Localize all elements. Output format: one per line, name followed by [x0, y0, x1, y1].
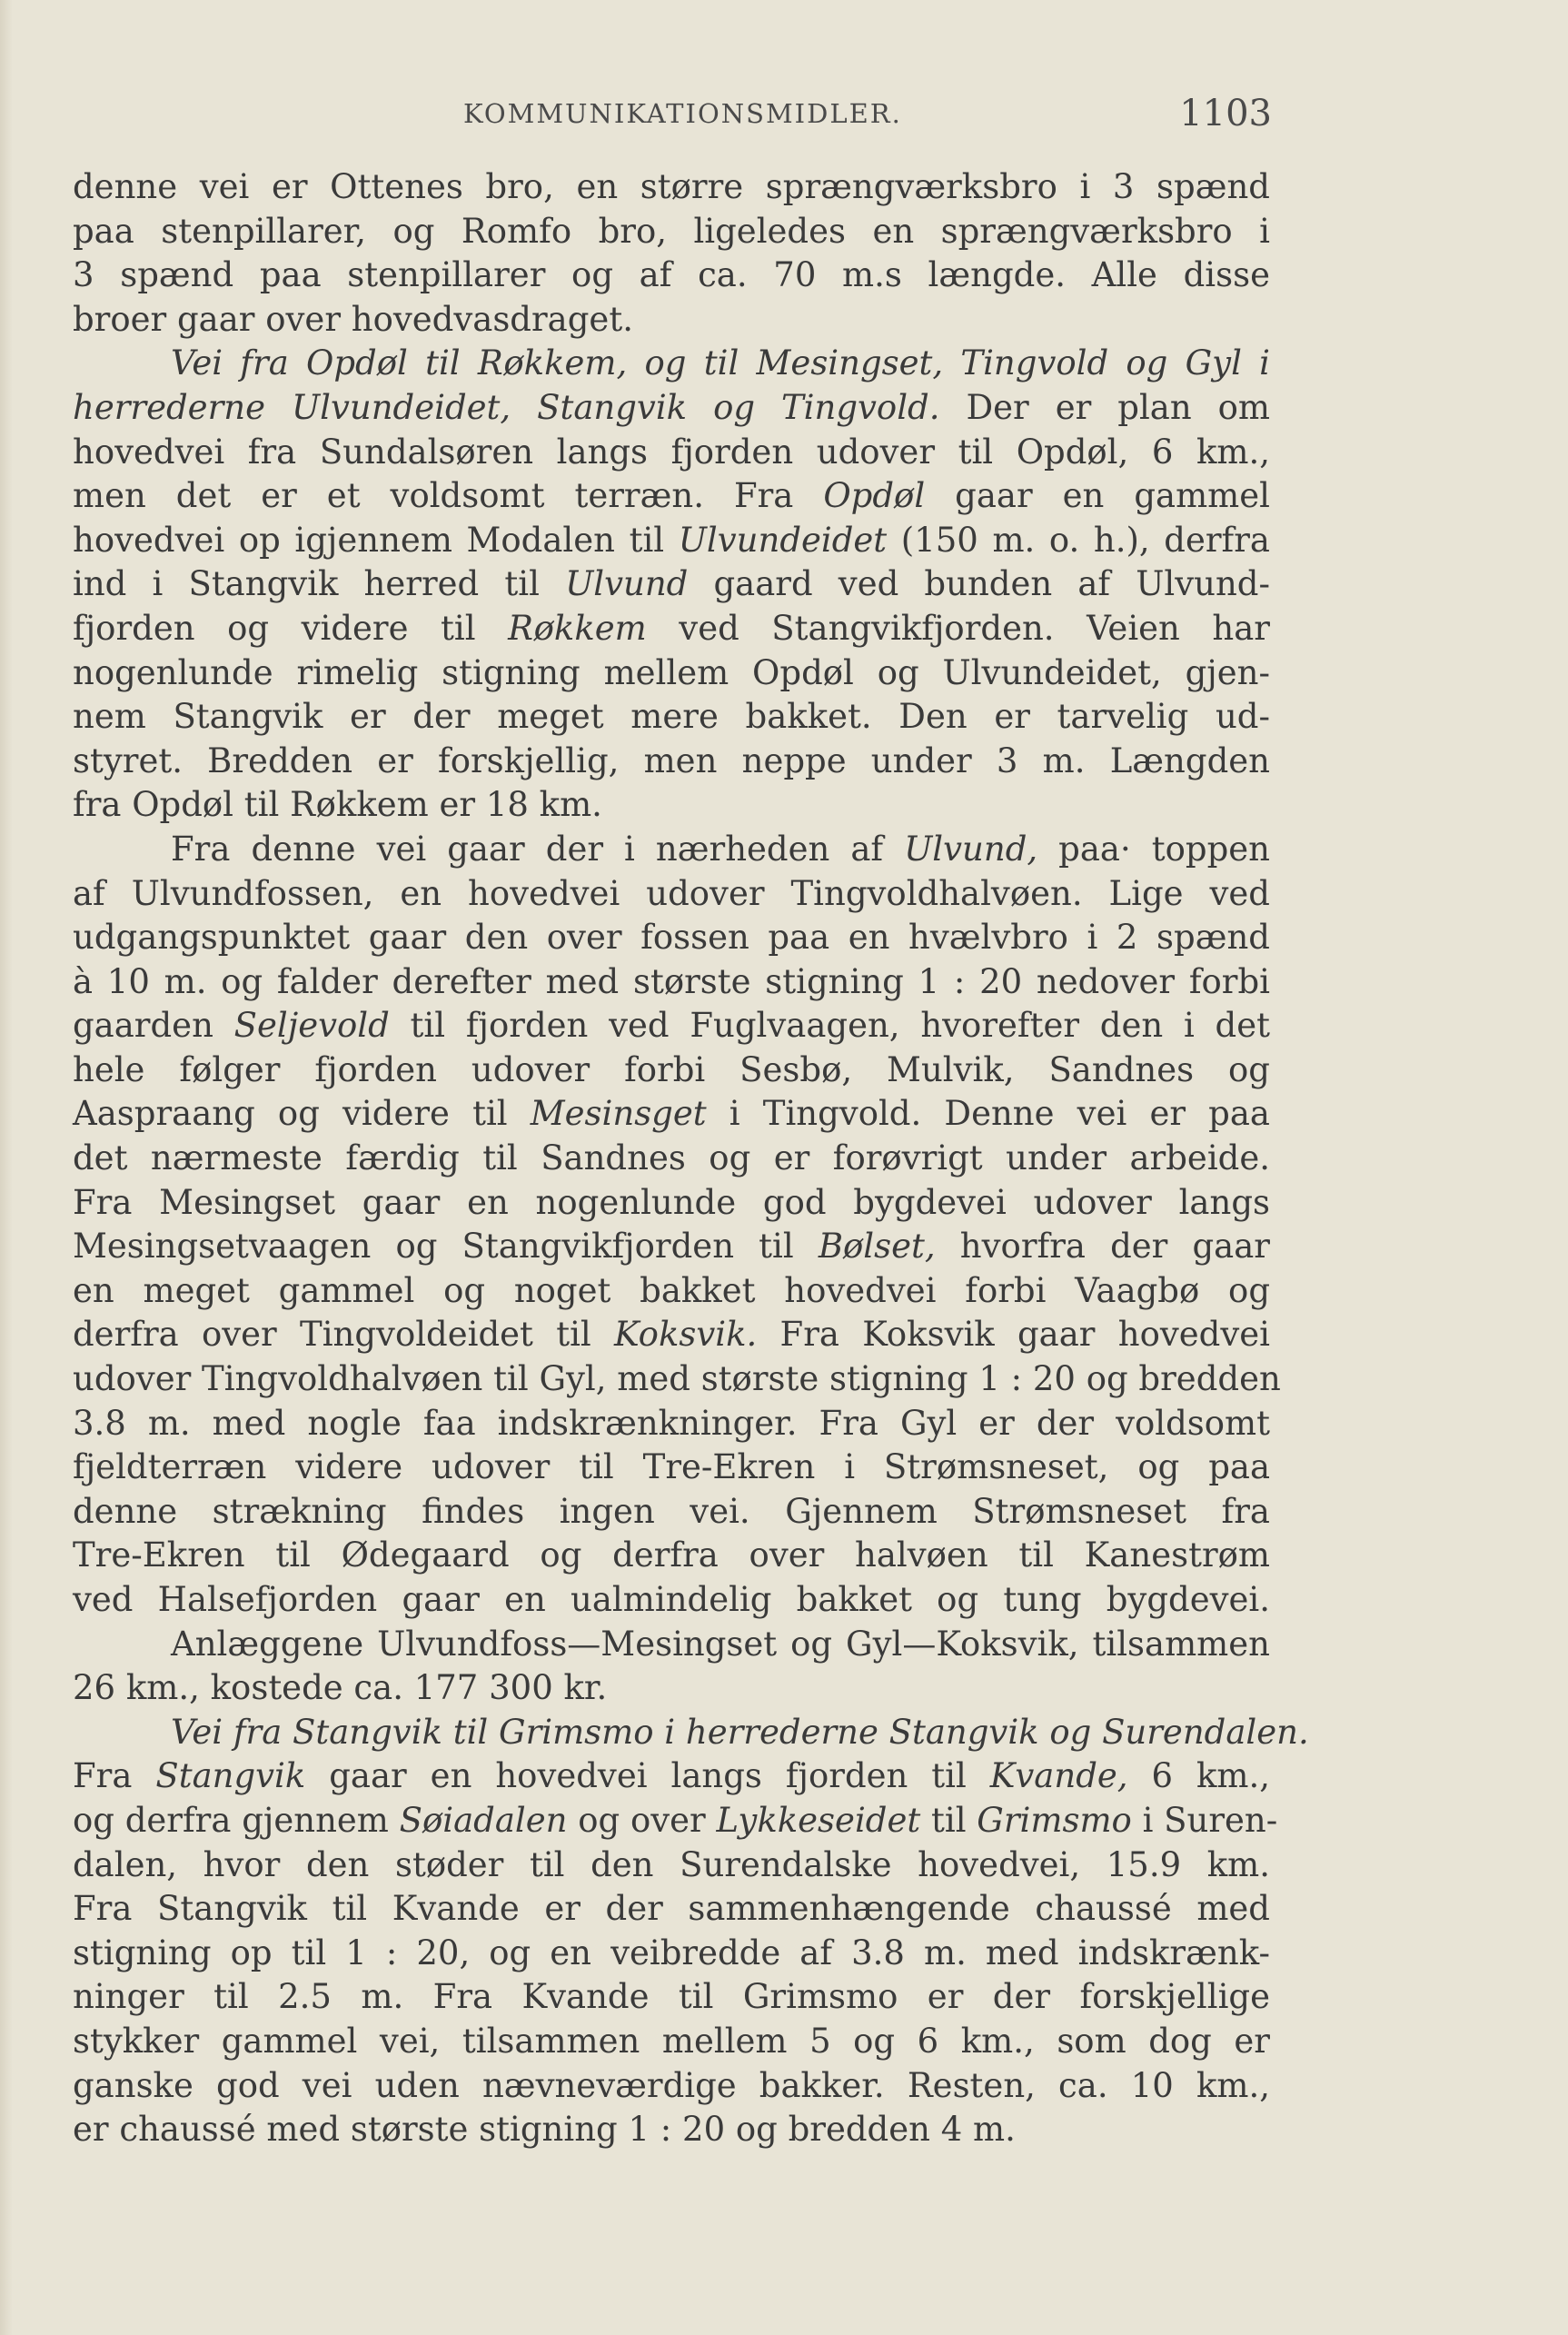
text-segment: 6 km., — [1127, 1756, 1270, 1796]
text-line — [73, 1004, 1270, 1048]
text-line — [73, 1357, 1281, 1402]
text-segment: Tre-Ekren til Ødegaard og derfra over halvøen til Kanestrøm — [73, 1535, 1270, 1575]
text-segment: fjeldterræn videre udover til Tre-Ekren i Strømsneset, og paa — [73, 1447, 1270, 1487]
italic-text: Røkkem — [508, 608, 647, 648]
text-segment: paa· toppen — [1037, 829, 1270, 869]
italic-text: Lykkeseidet — [716, 1800, 921, 1840]
text-segment: fjorden og videre til — [73, 608, 509, 648]
text-segment: hovedvei fra Sundalsøren langs fjorden udover til Opdøl, 6 km., — [73, 432, 1270, 472]
text-segment: Fra Koksvik gaar hovedvei — [757, 1315, 1270, 1355]
text-line — [73, 1092, 1270, 1137]
text-line — [73, 431, 1270, 475]
text-line — [73, 1181, 1270, 1226]
italic-text: Stangvik — [155, 1756, 306, 1796]
text-segment: fra Opdøl til Røkkem er 18 km. — [73, 785, 602, 825]
text-line — [73, 210, 1270, 254]
text-line — [73, 1754, 1270, 1799]
text-segment: til fjorden ved Fuglvaagen, hvorefter den i det — [389, 1006, 1270, 1046]
text-segment: Aaspraang og videre til — [73, 1094, 531, 1134]
text-line — [73, 474, 1270, 519]
text-line — [73, 2020, 1270, 2064]
text-line — [73, 916, 1270, 960]
text-line — [73, 695, 1270, 740]
text-segment: er chaussé med største stigning 1 : 20 og bredden 4 m. — [73, 2110, 1016, 2150]
text-line — [73, 386, 1270, 431]
italic-text: Vei fra Stangvik til Grimsmo i herrederne Stangvik og Surendalen. — [171, 1712, 1309, 1752]
italic-text: Kvande, — [989, 1756, 1128, 1796]
text-segment: dalen, hvor den støder til den Surendalske hovedvei, 15.9 km. — [73, 1844, 1270, 1884]
italic-text: Grimsmo — [977, 1800, 1132, 1840]
italic-text: Ulvundeidet — [678, 520, 888, 560]
text-line — [73, 1446, 1270, 1490]
text-segment: ninger til 2.5 m. Fra Kvande til Grimsmo er der forskjellige — [73, 1977, 1270, 2017]
text-segment: i Tingvold. Denne vei er paa — [706, 1094, 1270, 1134]
page-number: 1103 — [1179, 93, 1272, 134]
text-segment: af Ulvundfossen, en hovedvei udover Tingvoldhalvøen. Lige ved — [73, 873, 1270, 913]
text-segment: derfra over Tingvoldeidet til — [73, 1315, 615, 1355]
text-segment: Fra denne vei gaar der i nærheden af — [171, 829, 905, 869]
text-segment: stigning op til 1 : 20, og en veibredde af 3.8 m. med indskrænk- — [73, 1933, 1270, 1972]
body-text — [73, 165, 1309, 2152]
text-segment: en meget gammel og noget bakket hovedvei forbi Vaagbø og — [73, 1270, 1270, 1310]
text-line — [73, 1269, 1270, 1314]
text-segment: gaar en hovedvei langs fjorden til — [305, 1756, 990, 1796]
text-segment: udgangspunktet gaar den over fossen paa en hvælvbro i 2 spænd — [73, 918, 1270, 958]
text-segment: nogenlunde rimelig stigning mellem Opdøl og Ulvundeidet, gjen- — [73, 652, 1270, 692]
text-segment: men det er et voldsomt terræn. Fra — [73, 476, 824, 516]
italic-text: Seljevold — [233, 1006, 390, 1046]
text-segment: til — [920, 1800, 978, 1840]
text-segment: stykker gammel vei, tilsammen mellem 5 og 6 km., som dog er — [73, 2021, 1270, 2061]
text-segment: à 10 m. og falder derefter med største stigning 1 : 20 nedover forbi — [73, 961, 1270, 1001]
text-segment: ved Halsefjorden gaar en ualmindelig bakket og tung bygdevei. — [73, 1580, 1270, 1619]
text-segment: og derfra gjennem — [73, 1800, 400, 1840]
text-segment: Fra Mesingset gaar en nogenlunde god bygdevei udover langs — [73, 1182, 1270, 1222]
italic-text: herrederne Ulvundeidet, Stangvik og Tingvold. — [73, 387, 940, 427]
text-segment: gaard ved bunden af Ulvund- — [688, 564, 1270, 604]
text-line — [73, 342, 1270, 386]
text-segment: og over — [567, 1800, 717, 1840]
text-segment: denne vei er Ottenes bro, en større sprængværksbro i 3 spænd — [73, 167, 1270, 206]
text-line — [73, 1799, 1278, 1843]
text-segment: nem Stangvik er der meget mere bakket. Den er tarvelig ud- — [73, 697, 1270, 737]
text-line — [73, 2108, 1270, 2152]
text-segment: Fra Stangvik til Kvande er der sammenhængende chaussé med — [73, 1889, 1270, 1929]
text-line — [73, 253, 1270, 298]
text-segment: det nærmeste færdig til Sandnes og er forøvrigt under arbeide. — [73, 1138, 1270, 1178]
text-line — [73, 1711, 1309, 1755]
running-head: KOMMUNIKATIONSMIDLER. — [463, 98, 902, 129]
text-line — [73, 562, 1270, 607]
text-line — [73, 1578, 1270, 1623]
text-line — [73, 1137, 1270, 1181]
text-line — [73, 783, 1270, 828]
page-edge — [0, 0, 13, 2335]
text-line — [73, 1623, 1270, 1667]
text-line — [73, 1843, 1270, 1888]
text-line — [73, 651, 1270, 696]
text-segment: i Suren- — [1131, 1800, 1278, 1840]
italic-text: Vei fra Opdøl til Røkkem, og til Mesingset, Tingvold og Gyl i — [171, 343, 1270, 383]
text-segment: Mesingsetvaagen og Stangvikfjorden til — [73, 1227, 819, 1267]
italic-text: Mesinsget — [530, 1094, 707, 1134]
italic-text: Ulvund — [565, 564, 689, 604]
text-line — [73, 828, 1270, 872]
text-segment: 3 spænd paa stenpillarer og af ca. 70 m.s længde. Alle disse — [73, 255, 1270, 295]
text-segment: 3.8 m. med nogle faa indskrænkninger. Fra Gyl er der voldsomt — [73, 1403, 1270, 1443]
text-segment: denne strækning findes ingen vei. Gjennem Strømsneset fra — [73, 1491, 1270, 1531]
text-segment: ind i Stangvik herred til — [73, 564, 566, 604]
text-segment: (150 m. o. h.), derfra — [887, 520, 1270, 560]
text-segment: 26 km., kostede ca. 177 300 kr. — [73, 1668, 608, 1708]
italic-text: Søiadalen — [399, 1800, 568, 1840]
text-line — [73, 2064, 1270, 2109]
text-line — [73, 872, 1270, 917]
text-segment: hvorfra der gaar — [935, 1227, 1270, 1267]
text-line — [73, 607, 1270, 651]
text-line — [73, 1313, 1270, 1357]
text-segment: Anlæggene Ulvundfoss—Mesingset og Gyl—Koksvik, tilsammen — [171, 1624, 1270, 1664]
text-segment: ved Stangvikfjorden. Veien har — [646, 608, 1270, 648]
text-segment: Fra — [73, 1756, 156, 1796]
italic-text: Bølset, — [818, 1227, 936, 1267]
text-segment: Der er plan om — [939, 387, 1270, 427]
text-segment: gaar en gammel — [925, 476, 1270, 516]
text-line — [73, 1225, 1270, 1269]
text-line — [73, 1402, 1270, 1446]
text-line — [73, 960, 1270, 1005]
text-line — [73, 1048, 1270, 1093]
text-line — [73, 165, 1270, 210]
text-line — [73, 1534, 1270, 1578]
text-segment: paa stenpillarer, og Romfo bro, ligeledes en sprængværksbro i — [73, 211, 1270, 251]
page-header — [73, 93, 1272, 134]
text-line — [73, 1932, 1270, 1976]
italic-text: Koksvik. — [614, 1315, 758, 1355]
italic-text: Opdøl — [823, 476, 926, 516]
text-line — [73, 519, 1270, 563]
text-segment: broer gaar over hovedvasdraget. — [73, 299, 633, 339]
text-line — [73, 1887, 1270, 1932]
italic-text: Ulvund, — [904, 829, 1038, 869]
text-segment: ganske god vei uden nævneværdige bakker. Resten, ca. 10 km., — [73, 2065, 1270, 2105]
text-line — [73, 298, 1270, 343]
text-segment: styret. Bredden er forskjellig, men neppe under 3 m. Længden — [73, 740, 1270, 780]
text-segment: udover Tingvoldhalvøen til Gyl, med største stigning 1 : 20 og bredden — [73, 1359, 1281, 1399]
text-segment: hele følger fjorden udover forbi Sesbø, Mulvik, Sandnes og — [73, 1049, 1270, 1089]
text-segment: hovedvei op igjennem Modalen til — [73, 520, 679, 560]
text-line — [73, 1975, 1270, 2020]
text-line — [73, 1490, 1270, 1535]
text-line — [73, 740, 1270, 784]
text-line — [73, 1666, 1270, 1711]
text-segment: gaarden — [73, 1006, 234, 1046]
